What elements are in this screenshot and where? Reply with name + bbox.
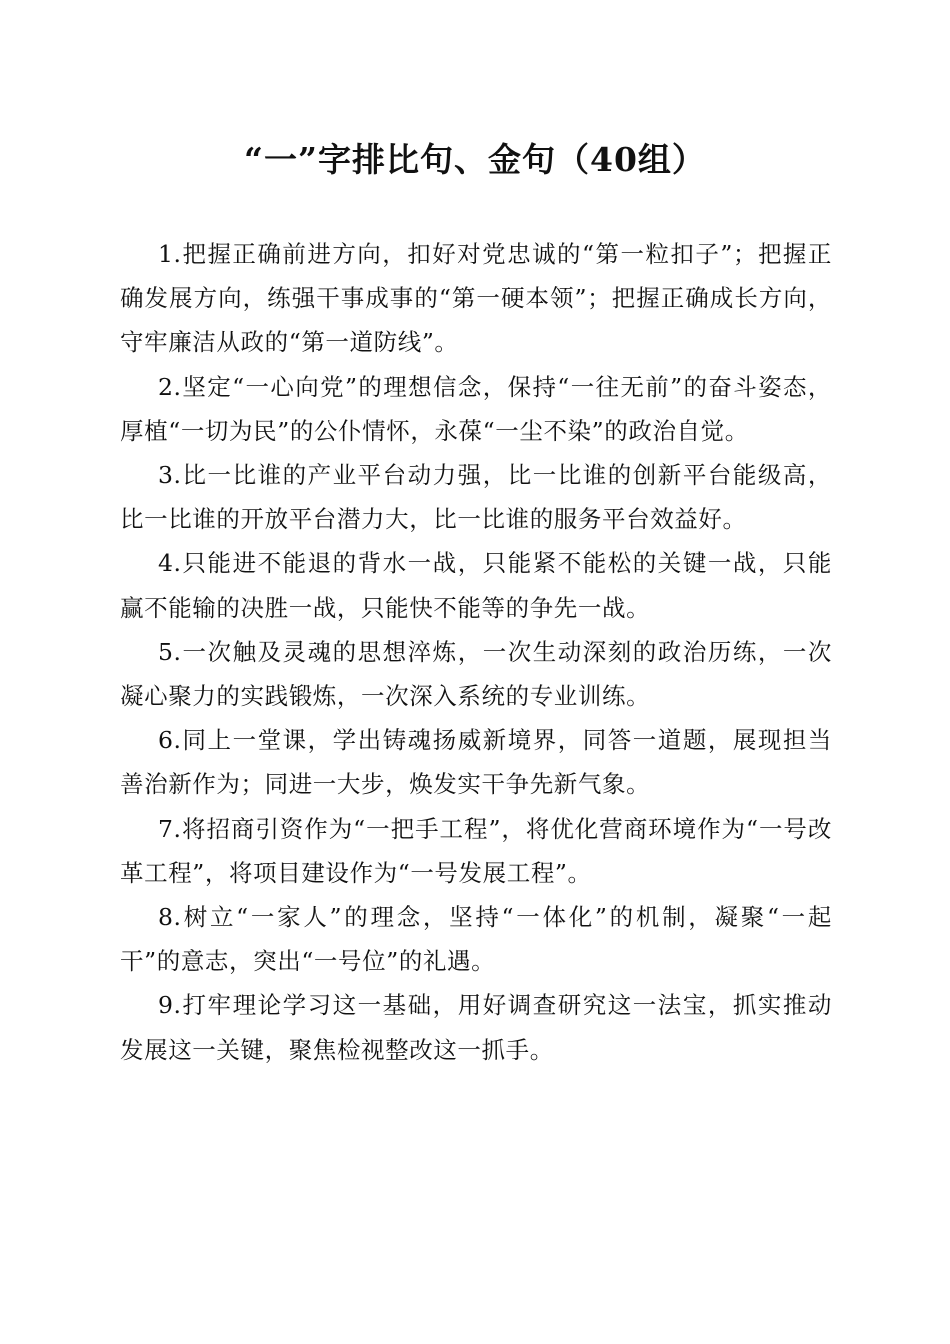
paragraph-7: 7.将招商引资作为“一把手工程”，将优化营商环境作为“一号改革工程”，将项目建设作为“一号发展工程”。 — [120, 814, 832, 887]
document-body — [120, 232, 832, 1072]
paragraph-9: 9.打牢理论学习这一基础，用好调查研究这一法宝，抓实推动发展这一关键，聚焦检视整改这一抓手。 — [120, 991, 832, 1064]
paragraph-2: 2.坚定“一心向党”的理想信念，保持“一往无前”的奋斗姿态，厚植“一切为民”的公仆情怀，永葆“一尘不染”的政治自觉。 — [120, 372, 832, 445]
document-title: “一”字排比句、金句（40组） — [244, 140, 706, 179]
paragraph-4: 4.只能进不能退的背水一战，只能紧不能松的关键一战，只能赢不能输的决胜一战，只能快不能等的争先一战。 — [120, 549, 832, 622]
paragraph-6: 6.同上一堂课，学出铸魂扬威新境界，同答一道题，展现担当善治新作为；同进一大步，焕发实干争先新气象。 — [120, 726, 832, 799]
paragraph-5: 5.一次触及灵魂的思想淬炼，一次生动深刻的政治历练，一次凝心聚力的实践锻炼，一次深入系统的专业训练。 — [120, 637, 832, 711]
paragraph-3: 3.比一比谁的产业平台动力强，比一比谁的创新平台能级高，比一比谁的开放平台潜力大，比一比谁的服务平台效益好。 — [120, 461, 832, 534]
paragraph-8: 8.树立“一家人”的理念，坚持“一体化”的机制，凝聚“一起干”的意志，突出“一号位”的礼遇。 — [120, 903, 832, 976]
paragraph-1: 1.把握正确前进方向，扣好对党忠诚的“第一粒扣子”；把握正确发展方向，练强干事成事的“第一硬本领”；把握正确成长方向，守牢廉洁从政的“第一道防线”。 — [120, 240, 832, 357]
